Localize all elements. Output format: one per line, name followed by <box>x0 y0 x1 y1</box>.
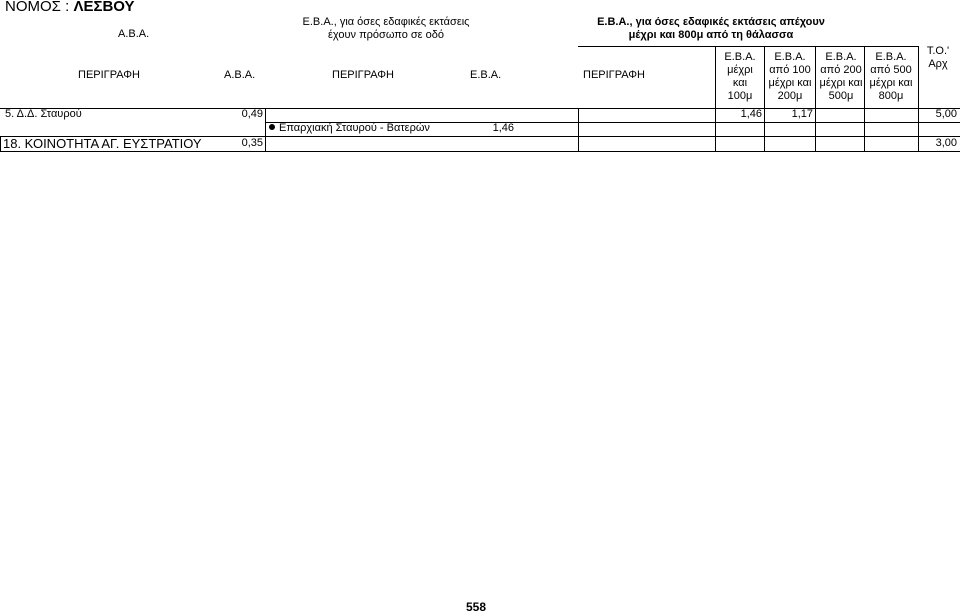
header-aba-top: Α.Β.Α. <box>118 28 150 40</box>
header-perigrafi-2: ΠΕΡΙΓΡΑΦΗ <box>332 69 394 81</box>
zone-2-line2: μέχρι και <box>768 77 812 89</box>
zone-1-line2: και <box>732 77 748 89</box>
grid-line <box>0 136 1 152</box>
header-road-group <box>266 16 506 42</box>
row2-name: 18. ΚΟΙΝΟΤΗΤΑ ΑΓ. ΕΥΣΤΡΑΤΙΟΥ <box>3 136 202 151</box>
header-sea-group <box>580 16 842 42</box>
grid-line <box>764 46 765 152</box>
header-sea-group-line1: Ε.Β.Α., για όσες εδαφικές εκτάσεις απέχουν <box>597 16 825 28</box>
zone-3-line1: από 200 <box>820 64 862 76</box>
page-title: ΝΟΜΟΣ : ΛΕΣΒΟΥ <box>5 0 135 15</box>
zone-2-label: Ε.Β.Α. <box>774 51 806 63</box>
grid-line <box>265 108 266 152</box>
row1-name: 5. Δ.Δ. Σταυρού <box>5 108 82 120</box>
page-number: 558 <box>466 600 487 614</box>
to-label-line1: Τ.Ο.' <box>926 45 950 57</box>
grid-line <box>815 46 816 152</box>
zone-header-1 <box>715 51 765 103</box>
header-road-group-line2: έχουν πρόσωπο σε οδό <box>328 29 444 41</box>
zone-4-label: Ε.Β.Α. <box>875 51 907 63</box>
grid-line <box>0 151 960 152</box>
to-label-line2: Αρχ <box>928 58 948 70</box>
header-road-group-line1: Ε.Β.Α., για όσες εδαφικές εκτάσεις <box>302 16 470 28</box>
header-eba: Ε.Β.Α. <box>470 69 502 81</box>
bullet-icon <box>269 124 275 130</box>
zone-2-line1: από 100 <box>769 64 811 76</box>
zone-2-line3: 200μ <box>777 90 803 102</box>
header-aba: Α.Β.Α. <box>224 69 256 81</box>
row1-road-desc-wrap <box>269 122 430 135</box>
row2-to: 3,00 <box>935 137 957 149</box>
row1-zone2: 1,17 <box>791 108 813 120</box>
row1-to: 5,00 <box>935 108 957 120</box>
row2-aba: 0,35 <box>241 137 263 149</box>
row1-aba: 0,49 <box>241 108 263 120</box>
grid-line <box>864 46 865 152</box>
row1-zone1: 1,46 <box>740 108 762 120</box>
grid-line <box>578 108 579 152</box>
zone-3-line2: μέχρι και <box>819 77 863 89</box>
header-to <box>918 45 958 71</box>
zone-header-2 <box>764 51 816 103</box>
grid-line <box>715 46 716 152</box>
row1-road-eba: 1,46 <box>492 122 514 134</box>
zone-header-3 <box>815 51 867 103</box>
zone-4-line1: από 500 <box>870 64 912 76</box>
zone-4-line2: μέχρι και <box>869 77 913 89</box>
row1-road-desc: Επαρχιακή Σταυρού - Βατερών <box>279 122 430 134</box>
grid-line <box>578 46 918 47</box>
header-perigrafi-3: ΠΕΡΙΓΡΑΦΗ <box>583 69 645 81</box>
header-sea-group-line2: μέχρι και 800μ από τη θάλασσα <box>628 29 794 41</box>
zone-3-line3: 500μ <box>828 90 854 102</box>
header-perigrafi-1: ΠΕΡΙΓΡΑΦΗ <box>78 69 140 81</box>
zone-1-line3: 100μ <box>727 90 753 102</box>
zone-3-label: Ε.Β.Α. <box>825 51 857 63</box>
zone-header-4 <box>864 51 918 103</box>
zone-1-line1: μέχρι <box>727 64 753 76</box>
grid-line <box>0 108 960 109</box>
zone-4-line3: 800μ <box>878 90 904 102</box>
zone-1-label: Ε.Β.Α. <box>724 51 756 63</box>
